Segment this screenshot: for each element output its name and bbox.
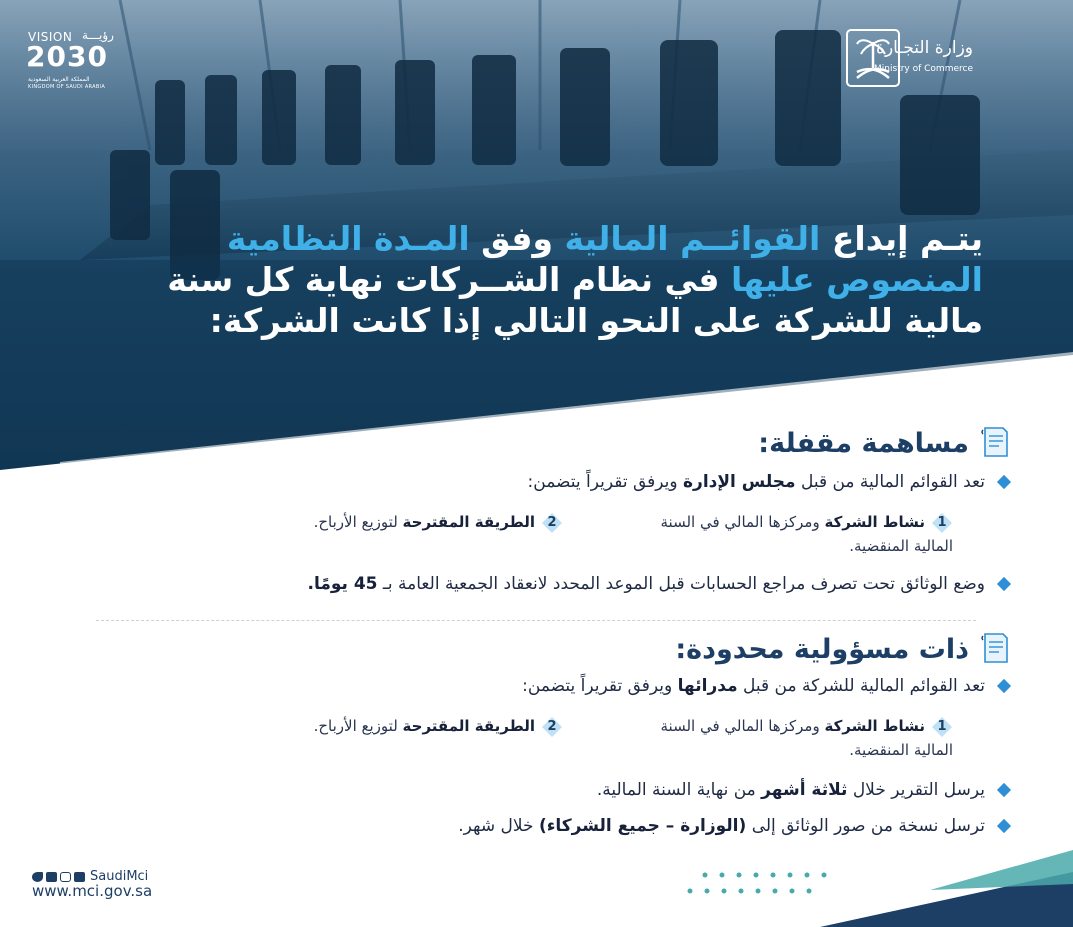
section-title-closed-joint-stock: مساهمة مقفلة: (758, 428, 969, 459)
bullet-text: تعد القوائم المالية من قبل (795, 472, 985, 492)
bullet-documents-auditor (308, 574, 1009, 594)
bullet-text: تعد القوائم المالية للشركة من قبل (737, 676, 985, 696)
ministry-name-ar: وزارة التجـارة (876, 38, 973, 58)
website-link[interactable]: www.mci.gov.sa (32, 882, 153, 900)
document-icon (979, 424, 1011, 460)
bullet-text: ويرفق تقريراً يتضمن: (522, 676, 678, 696)
item-text: ومركزها المالي في السنة المالية المنقضية. (660, 513, 953, 555)
intro-highlight-2: المـدة النظامية المنصوص عليها (226, 219, 983, 299)
instagram-icon[interactable] (60, 872, 71, 882)
ministry-name-en: Ministry of Commerce (874, 64, 973, 74)
vision-sub-en: KINGDOM OF SAUDI ARABIA (28, 84, 106, 90)
vision-ar: رؤيـــة (82, 28, 114, 42)
social-links (32, 866, 149, 884)
list-item-company-activity (633, 510, 953, 558)
youtube-icon[interactable] (74, 872, 85, 882)
vision-year: 2030 (26, 40, 108, 73)
item-bold: نشاط الشركة (824, 717, 925, 735)
bullet-bold: ثلاثة أشهر (761, 780, 848, 800)
section-title-limited-liability: ذات مسؤولية محدودة: (675, 634, 969, 665)
bullet-text: من نهاية السنة المالية. (596, 780, 762, 800)
item-text: لتوزيع الأرباح. (313, 513, 403, 531)
intro-text-1: يتـم إيداع (820, 219, 983, 258)
number-badge: 1 (931, 512, 953, 534)
intro-highlight-1: القوائــم المالية (564, 219, 821, 258)
vision-2030-logo (26, 30, 118, 100)
diamond-bullet-icon (997, 475, 1011, 489)
section-divider (96, 620, 976, 621)
document-icon (979, 630, 1011, 666)
intro-text-2: وفق (469, 219, 565, 258)
number-badge: 1 (931, 716, 953, 738)
bullet-bold: مدرائها (677, 676, 738, 696)
number-badge: 2 (541, 512, 563, 534)
bullet-bold: مجلس الإدارة (683, 472, 796, 492)
bullet-send-copy (458, 816, 1009, 836)
diamond-bullet-icon (997, 577, 1011, 591)
vision-word: VISION (28, 30, 73, 44)
item-bold: نشاط الشركة (824, 513, 925, 531)
footer-decoration (0, 850, 1073, 927)
item-bold: الطريقة المقترحة (402, 513, 535, 531)
vision-sub-ar: المملكة العربية السعودية (28, 76, 90, 83)
diamond-bullet-icon (997, 783, 1011, 797)
facebook-icon[interactable] (46, 872, 57, 882)
list-item-dividend-method (263, 510, 563, 534)
diamond-bullet-icon (997, 679, 1011, 693)
intro-text-3: في نظام الشــركات نهاية كل سنة مالية للشركة على النحو التالي إذا كانت الشركة: (167, 260, 983, 340)
ministry-logo (845, 28, 1045, 92)
bullet-prepared-by-board (528, 472, 1009, 492)
bullet-bold: 45 يومًا. (307, 574, 378, 594)
diamond-bullet-icon (997, 819, 1011, 833)
footer-teal-shape (930, 850, 1073, 890)
twitter-icon[interactable] (32, 872, 43, 882)
number-badge: 2 (541, 716, 563, 738)
intro-heading (83, 218, 983, 341)
bullet-prepared-by-managers (522, 676, 1009, 696)
list-item-dividend-method (263, 714, 563, 738)
item-bold: الطريقة المقترحة (402, 717, 535, 735)
bullet-text: وضع الوثائق تحت تصرف مراجع الحسابات قبل الموعد المحدد لانعقاد الجمعية العامة بـ (377, 574, 985, 594)
palm-swords-emblem-icon (845, 28, 901, 88)
item-text: ومركزها المالي في السنة المالية المنقضية. (660, 717, 953, 759)
social-handle[interactable]: SaudiMci (90, 869, 149, 884)
item-text: لتوزيع الأرباح. (313, 717, 403, 735)
bullet-report-three-months (597, 780, 1009, 800)
bullet-text: خلال شهر. (458, 816, 539, 836)
bullet-text: ترسل نسخة من صور الوثائق إلى (746, 816, 985, 836)
bullet-text: يرسل التقرير خلال (847, 780, 985, 800)
dot-pattern (688, 873, 827, 894)
bullet-text: ويرفق تقريراً يتضمن: (527, 472, 684, 492)
list-item-company-activity (633, 714, 953, 762)
bullet-bold: (الوزارة – جميع الشركاء) (538, 816, 747, 836)
